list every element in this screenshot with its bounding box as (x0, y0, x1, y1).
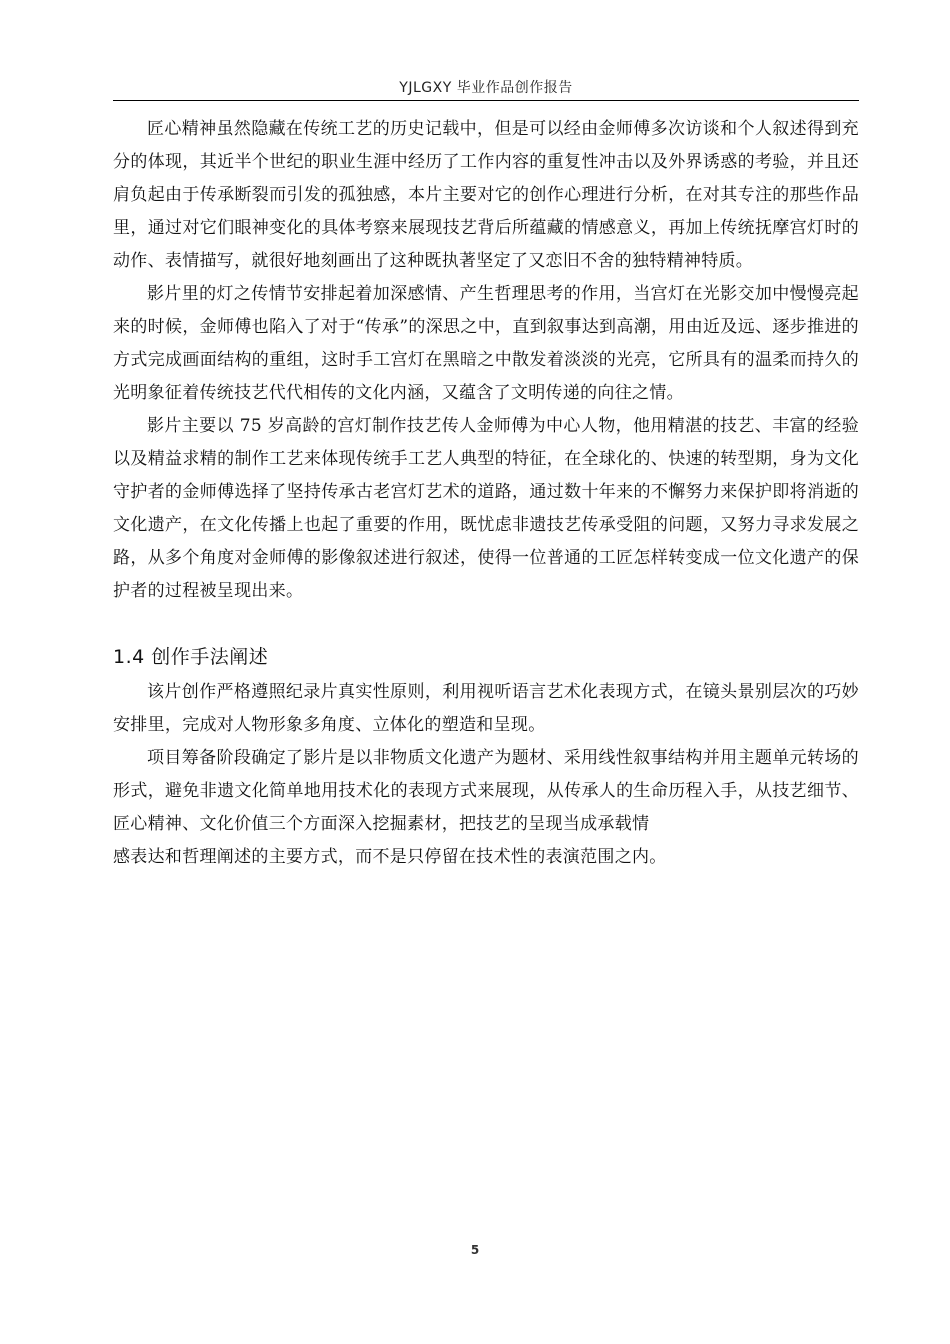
page-number: 5 (470, 1243, 480, 1257)
paragraph: 影片主要以 75 岁高龄的宫灯制作技艺传人金师傅为中心人物，他用精湛的技艺、丰富的经验以及精益求精的制作工艺来体现传统手工艺人典型的特征，在全球化的、快速的转型期，身为文化守护者的金师傅选择了坚持传承古老宫灯艺术的道路，通过数十年来的不懈努力来保护即将消逝的文化遗产，在文化传播上也起了重要的作用，既忧虑非遗技艺传承受阻的问题，又努力寻求发展之路，从多个角度对金师傅的影像叙述进行叙述，使得一位普通的工匠怎样转变成一位文化遗产的保护者的过程被呈现出来。 (113, 416, 859, 601)
paragraph: 该片创作严格遵照纪录片真实性原则，利用视听语言艺术化表现方式，在镜头景别层次的巧妙安排里，完成对人物形象多角度、立体化的塑造和呈现。 (113, 682, 859, 735)
body-text (113, 113, 859, 874)
header-rule (113, 100, 859, 101)
paragraph: 匠心精神虽然隐藏在传统工艺的历史记载中，但是可以经由金师傅多次访谈和个人叙述得到充分的体现，其近半个世纪的职业生涯中经历了工作内容的重复性冲击以及外界诱惑的考验，并且还肩负起由于传承断裂而引发的孤独感，本片主要对它的创作心理进行分析，在对其专注的那些作品里，通过对它们眼神变化的具体考察来展现技艺背后所蕴藏的情感意义，再加上传统抚摩宫灯时的动作、表情描写，就很好地刻画出了这种既执著坚定了又恋旧不舍的独特精神特质。 (113, 119, 859, 271)
running-header: YJLGXY 毕业作品创作报告 (399, 80, 573, 96)
paragraph: 影片里的灯之传情节安排起着加深感情、产生哲理思考的作用，当宫灯在光影交加中慢慢亮起来的时候，金师傅也陷入了对于“传承”的深思之中，直到叙事达到高潮，用由近及远、逐步推进的方式完成画面结构的重组，这时手工宫灯在黑暗之中散发着淡淡的光亮，它所具有的温柔而持久的光明象征着传统技艺代代相传的文化内涵，又蕴含了文明传递的向往之情。 (113, 284, 859, 403)
section-heading: 1.4 创作手法阐述 (113, 646, 269, 668)
paragraph-continuation: 感表达和哲理阐述的主要方式，而不是只停留在技术性的表演范围之内。 (113, 847, 667, 867)
paragraph: 项目筹备阶段确定了影片是以非物质文化遗产为题材、采用线性叙事结构并用主题单元转场的形式，避免非遗文化简单地用技术化的表现方式来展现，从传承人的生命历程入手，从技艺细节、匠心精神、文化价值三个方面深入挖掘素材，把技艺的呈现当成承载情 (113, 748, 859, 834)
